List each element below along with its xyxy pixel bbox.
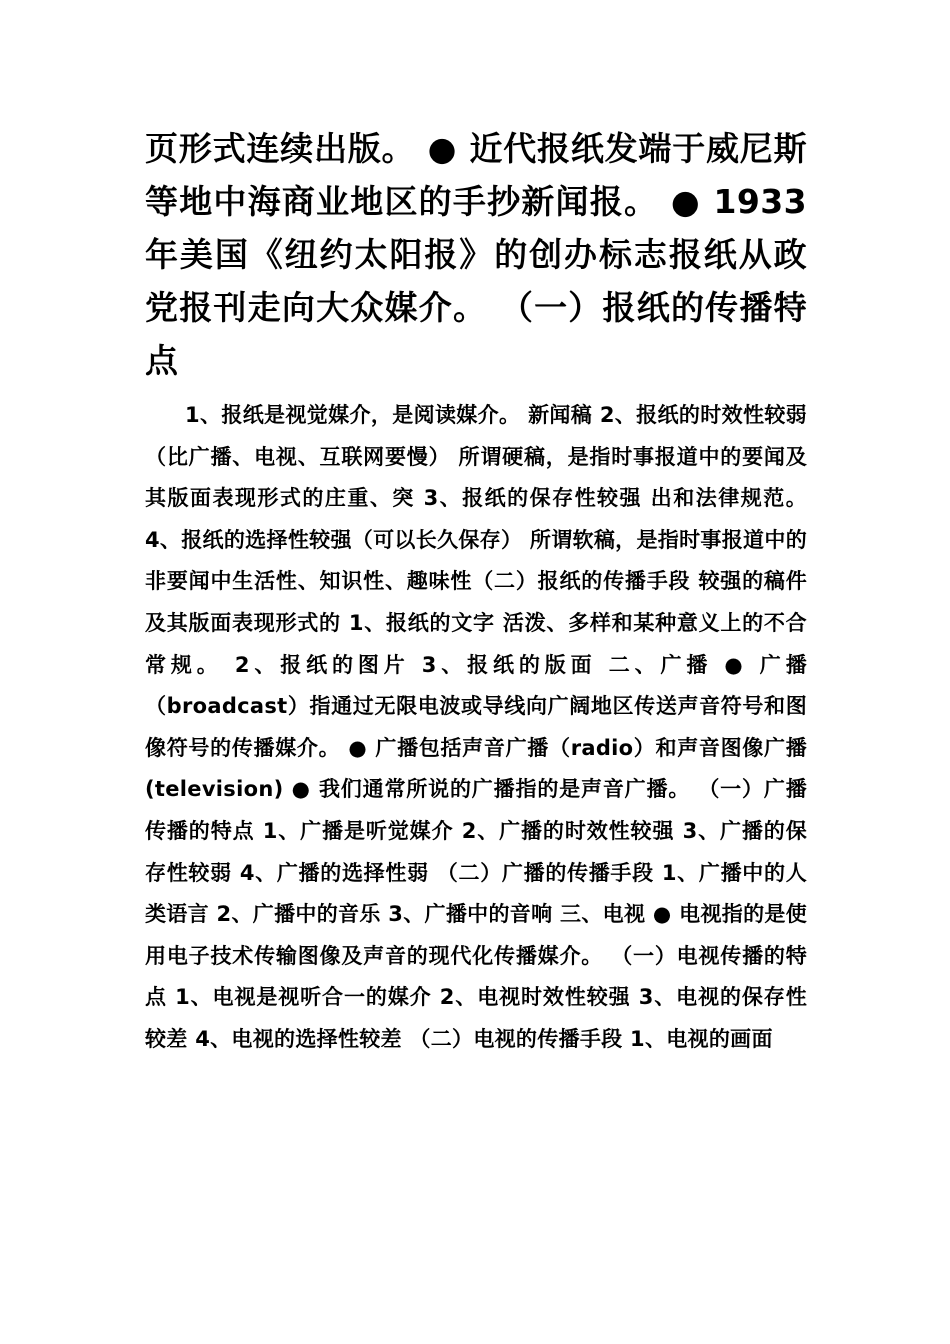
intro-paragraph: 页形式连续出版。 ● 近代报纸发端于威尼斯等地中海商业地区的手抄新闻报。 ● 1933 年美国《纽约太阳报》的创办标志报纸从政党报刊走向大众媒介。 （一）报纸的传播特点 (145, 129, 807, 380)
body-paragraph: 1、报纸是视觉媒介，是阅读媒介。 新闻稿 2、报纸的时效性较弱（比广播、电视、互联网要慢） 所谓硬稿，是指时事报道中的要闻及其版面表现形式的庄重、突 3、报纸的保存性较强 出和法律规范。 4、报纸的选择性较强（可以长久保存） 所谓软稿，是指时事报道中的非要闻中生活性、知识性、趣味性（二）报纸的传播手段 较强的稿件及其版面表现形式的 1、报纸的文字 活泼、多样和某种意义上的不合常规。 2、报纸的图片 3、报纸的版面 二、广播 ● 广播（broadcast）指通过无限电波或导线向广阔地区传送声音符号和图像符号的传播媒介。 ● 广播包括声音广播（radio）和声音图像广播(television) ● 我们通常所说的广播指的是声音广播。 （一）广播传播的特点 1、广播是听觉媒介 2、广播的时效性较强 3、广播的保存性较弱 4、广播的选择性弱 （二）广播的传播手段 1、广播中的人类语言 2、广播中的音乐 3、广播中的音响 三、电视 ● 电视指的是使用电子技术传输图像及声音的现代化传播媒介。 （一）电视传播的特点 1、电视是视听合一的媒介 2、电视时效性较强 3、电视的保存性较差 4、电视的选择性较差 （二）电视的传播手段 1、电视的画面 (145, 403, 807, 1051)
document-content (145, 122, 807, 1061)
